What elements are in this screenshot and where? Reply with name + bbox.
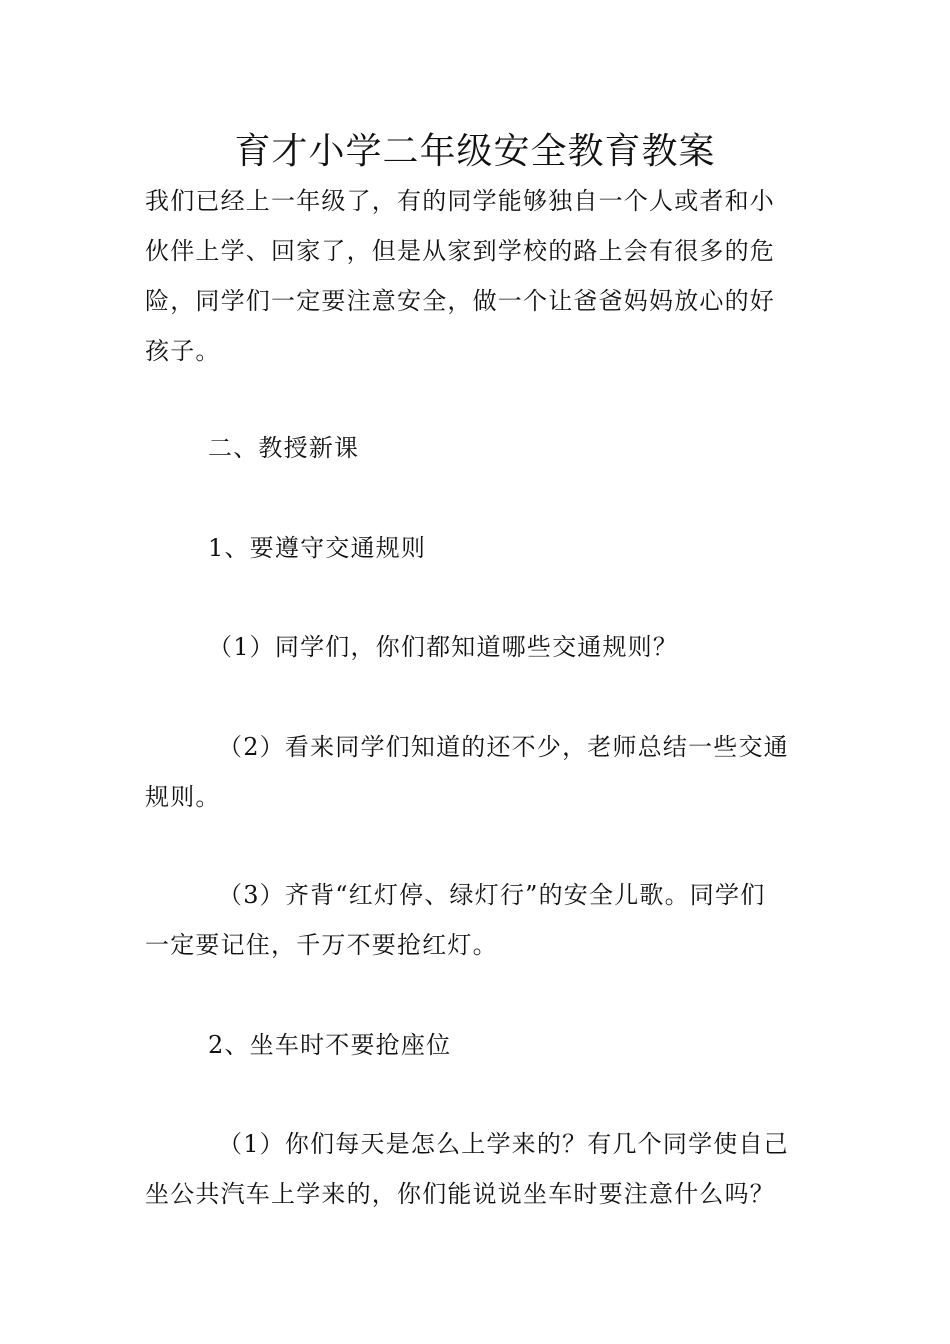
item1-q3-line: （3）齐背“红灯停、绿灯行”的安全儿歌。同学们 (218, 881, 766, 909)
intro-paragraph (145, 176, 807, 376)
intro-line: 孩子。 (145, 337, 221, 365)
item2-heading: 2、坐车时不要抢座位 (208, 1031, 452, 1059)
section-heading: 二、教授新课 (208, 434, 360, 462)
item1-question-1: （1）同学们，你们都知道哪些交通规则？ (208, 633, 679, 661)
item1-q3-line: 一定要记住，千万不要抢红灯。 (145, 931, 498, 959)
item1-question-3 (145, 870, 807, 970)
item1-question-2 (145, 722, 807, 822)
item2-q1-line: 坐公共汽车上学来的，你们能说说坐车时要注意什么吗？ (145, 1180, 775, 1208)
item1-q2-line: 规则。 (145, 783, 221, 811)
item1-q2-line: （2）看来同学们知道的还不少，老师总结一些交通 (218, 733, 789, 761)
item1-heading: 1、要遵守交通规则 (208, 534, 427, 562)
intro-line: 险，同学们一定要注意安全，做一个让爸爸妈妈放心的好 (145, 287, 775, 315)
intro-line: 伙伴上学、回家了，但是从家到学校的路上会有很多的危 (145, 237, 775, 265)
intro-line: 我们已经上一年级了，有的同学能够独自一个人或者和小 (145, 187, 775, 215)
item2-question-1 (145, 1119, 807, 1219)
document-title: 育才小学二年级安全教育教案 (234, 131, 716, 172)
item2-q1-line: （1）你们每天是怎么上学来的？有几个同学使自己 (218, 1130, 789, 1158)
